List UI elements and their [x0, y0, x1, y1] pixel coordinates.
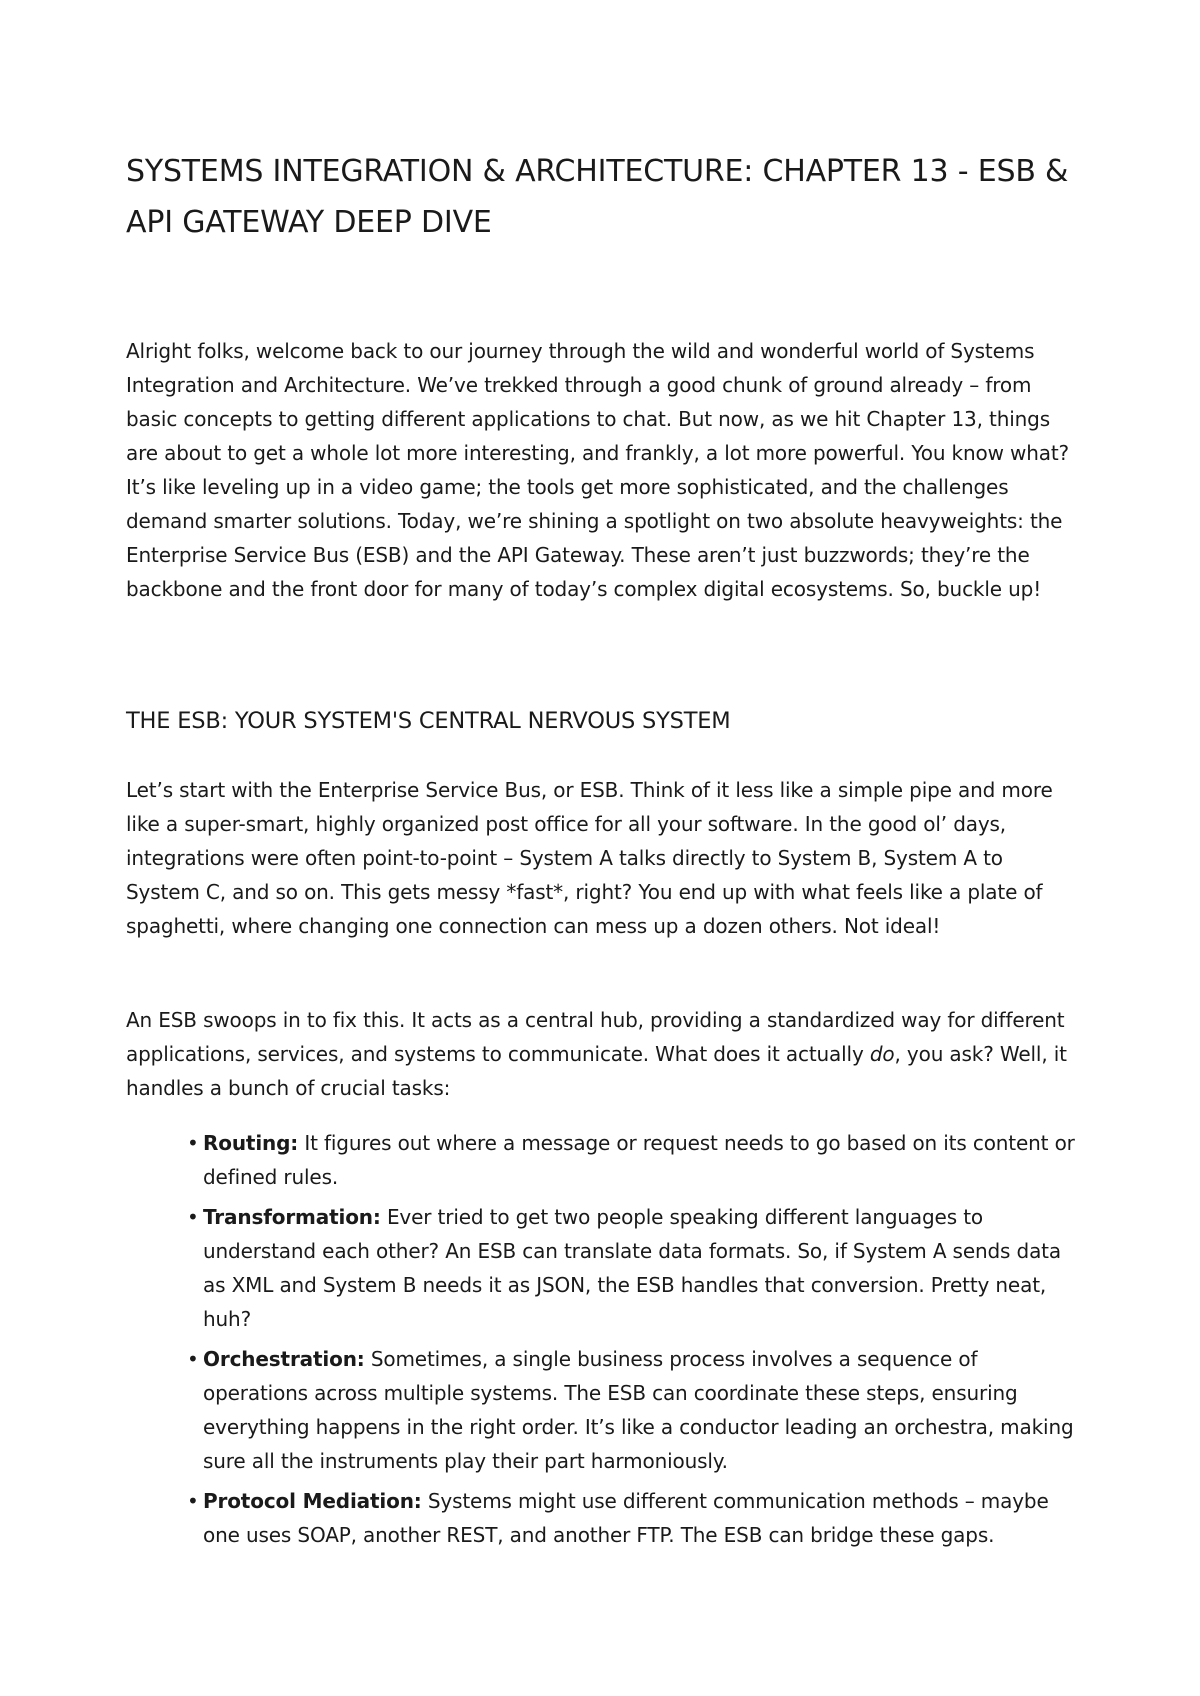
esb-paragraph-1: Let’s start with the Enterprise Service Bus, or ESB. Think of it less like a simple pipe and more like a super-smart, highly organized post office for all your software. In the good ol’ days, integrations were often point-to-point – System A talks directly to System B, System A to System C, and so on. This gets messy *fast*, right? You end up with what feels like a plate of spaghetti, where changing one connection can mess up a dozen others. Not ideal!: [126, 778, 1053, 938]
esb-paragraph-2-emphasis: do: [869, 1042, 895, 1066]
bullet-text: Systems might use different communication methods – maybe one uses SOAP, another REST, and another FTP. The ESB can bridge these gaps.: [203, 1489, 1049, 1547]
list-item: [187, 1200, 1077, 1336]
bullet-text: Sometimes, a single business process involves a sequence of operations across multiple systems. The ESB can coordinate these steps, ensuring everything happens in the right order. It’s like a conductor leading an orchestra, making sure all the instruments play their part harmoniously.: [203, 1347, 1074, 1473]
bullet-term: Routing:: [203, 1131, 299, 1155]
bullet-marker: •: [187, 1205, 199, 1229]
bullet-text: It figures out where a message or request needs to go based on its content or defined rules.: [203, 1131, 1075, 1189]
esb-paragraph-2: [126, 1003, 1081, 1105]
bullet-term: Protocol Mediation:: [203, 1489, 422, 1513]
section-heading-esb: THE ESB: YOUR SYSTEM'S CENTRAL NERVOUS SYSTEM: [126, 708, 731, 734]
bullet-term: Transformation:: [203, 1205, 381, 1229]
bullet-marker: •: [187, 1131, 199, 1155]
bullet-marker: •: [187, 1347, 199, 1371]
intro-paragraph: Alright folks, welcome back to our journey through the wild and wonderful world of Systems Integration and Architecture. We’ve trekked through a good chunk of ground already – from basic concepts to getting different applications to chat. But now, as we hit Chapter 13, things are about to get a whole lot more interesting, and frankly, a lot more powerful. You know what? It’s like leveling up in a video game; the tools get more sophisticated, and the challenges demand smarter solutions. Today, we’re shining a spotlight on two absolute heavyweights: the Enterprise Service Bus (ESB) and the API Gateway. These aren’t just buzzwords; they’re the backbone and the front door for many of today’s complex digital ecosystems. So, buckle up!: [126, 339, 1070, 601]
bullet-text: Ever tried to get two people speaking different languages to understand each other? An ESB can translate data formats. So, if System A sends data as XML and System B needs it as JSON, the ESB handles that conversion. Pretty neat, huh?: [203, 1205, 1061, 1331]
list-item: [187, 1126, 1077, 1194]
document-title: SYSTEMS INTEGRATION & ARCHITECTURE: CHAPTER 13 - ESB & API GATEWAY DEEP DIVE: [126, 154, 1069, 240]
esb-paragraph-2-start: An ESB swoops in to fix this. It acts as a central hub, providing a standardized way for different applications, services, and systems to communicate. What does it actually: [126, 1008, 1065, 1066]
bullet-term: Orchestration:: [203, 1347, 365, 1371]
esb-paragraph-2-end: , you ask? Well, it handles a bunch of crucial tasks:: [126, 1042, 1067, 1100]
list-item: [187, 1484, 1077, 1552]
bullet-marker: •: [187, 1489, 199, 1513]
esb-task-list: [187, 1126, 1077, 1558]
list-item: [187, 1342, 1077, 1478]
